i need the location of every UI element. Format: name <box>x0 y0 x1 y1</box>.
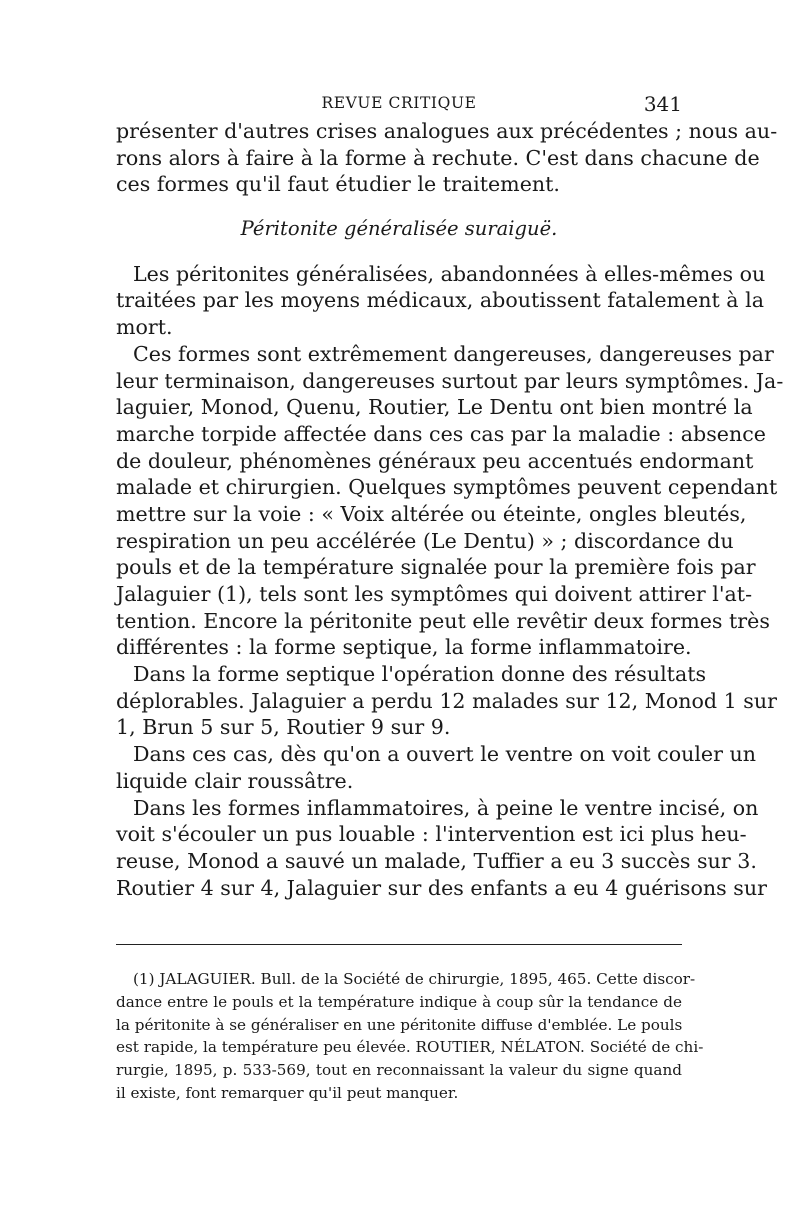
text-line: respiration un peu accélérée (Le Dentu) » ; discordance du <box>116 528 734 553</box>
text-line: Routier 4 sur 4, Jalaguier sur des enfants a eu 4 guérisons sur <box>116 875 767 900</box>
footnote-line: (1) JALAGUIER. Bull. de la Société de chirurgie, 1895, 465. Cette discor- <box>133 970 696 988</box>
text-line: déplorables. Jalaguier a perdu 12 malades sur 12, Monod 1 sur <box>116 688 777 713</box>
paragraph <box>116 118 778 198</box>
text-line: Les péritonites généralisées, abandonnées à elles-mêmes ou <box>133 261 766 286</box>
text-line: tention. Encore la péritonite peut elle revêtir deux formes très <box>116 608 770 633</box>
footnote-line: dance entre le pouls et la température indique à coup sûr la tendance de <box>116 992 682 1011</box>
text-line: Dans ces cas, dès qu'on a ouvert le ventre on voit couler un <box>133 742 757 767</box>
text-line: malade et chirurgien. Quelques symptômes peuvent cependant <box>116 475 778 500</box>
text-line: mort. <box>116 315 173 340</box>
text-line: marche torpide affectée dans ces cas par la maladie : absence <box>116 421 766 446</box>
footnote-line: rurgie, 1895, p. 533-569, tout en reconnaissant la valeur du signe quand <box>116 1061 682 1080</box>
paragraph <box>116 261 766 341</box>
text-line: Jalaguier (1), tels sont les symptômes qui doivent attirer l'at- <box>116 582 753 606</box>
text-line: pouls et de la température signalée pour la première fois par <box>116 555 756 580</box>
main-text <box>116 118 784 901</box>
paragraph <box>116 741 757 794</box>
running-title: REVUE CRITIQUE <box>321 94 477 112</box>
text-line: Dans les formes inflammatoires, à peine le ventre incisé, on <box>133 795 759 820</box>
text-line: rons alors à faire à la forme à rechute. C'est dans chacune de <box>116 145 760 170</box>
text-line: leur terminaison, dangereuses surtout par leurs symptômes. Ja- <box>116 368 784 393</box>
footnote-line: il existe, font remarquer qu'il peut manquer. <box>116 1083 459 1102</box>
text-line: présenter d'autres crises analogues aux précédentes ; nous au- <box>116 119 778 143</box>
text-line: différentes : la forme septique, la forme inflammatoire. <box>116 635 692 660</box>
footnote-divider <box>116 944 682 945</box>
text-line: 1, Brun 5 sur 5, Routier 9 sur 9. <box>116 715 451 740</box>
page-number: 341 <box>643 92 682 116</box>
text-line: ces formes qu'il faut étudier le traitement. <box>116 172 560 197</box>
paragraph <box>116 341 784 661</box>
section-heading: Péritonite généralisée suraiguë. <box>240 217 558 241</box>
text-line: liquide clair roussâtre. <box>116 768 354 793</box>
footnote <box>116 968 704 1105</box>
text-line: laguier, Monod, Quenu, Routier, Le Dentu ont bien montré la <box>116 395 753 420</box>
text-line: Ces formes sont extrêmement dangereuses, dangereuses par <box>133 341 774 366</box>
paragraph <box>116 661 777 741</box>
footnote-line: la péritonite à se généraliser en une péritonite diffuse d'emblée. Le pouls <box>116 1015 683 1034</box>
text-line: Dans la forme septique l'opération donne des résultats <box>133 662 707 687</box>
text-line: traitées par les moyens médicaux, aboutissent fatalement à la <box>116 288 764 313</box>
paragraph <box>116 795 767 902</box>
text-line: mettre sur la voie : « Voix altérée ou éteinte, ongles bleutés, <box>116 501 747 526</box>
text-line: voit s'écouler un pus louable : l'intervention est ici plus heu- <box>116 822 747 847</box>
text-line: reuse, Monod a sauvé un malade, Tuffier a eu 3 succès sur 3. <box>116 848 757 873</box>
footnote-line: est rapide, la température peu élevée. ROUTIER, NÉLATON. Société de chi- <box>116 1038 704 1057</box>
running-header <box>116 92 682 116</box>
text-line: de douleur, phénomènes généraux peu accentués endormant <box>116 448 754 473</box>
